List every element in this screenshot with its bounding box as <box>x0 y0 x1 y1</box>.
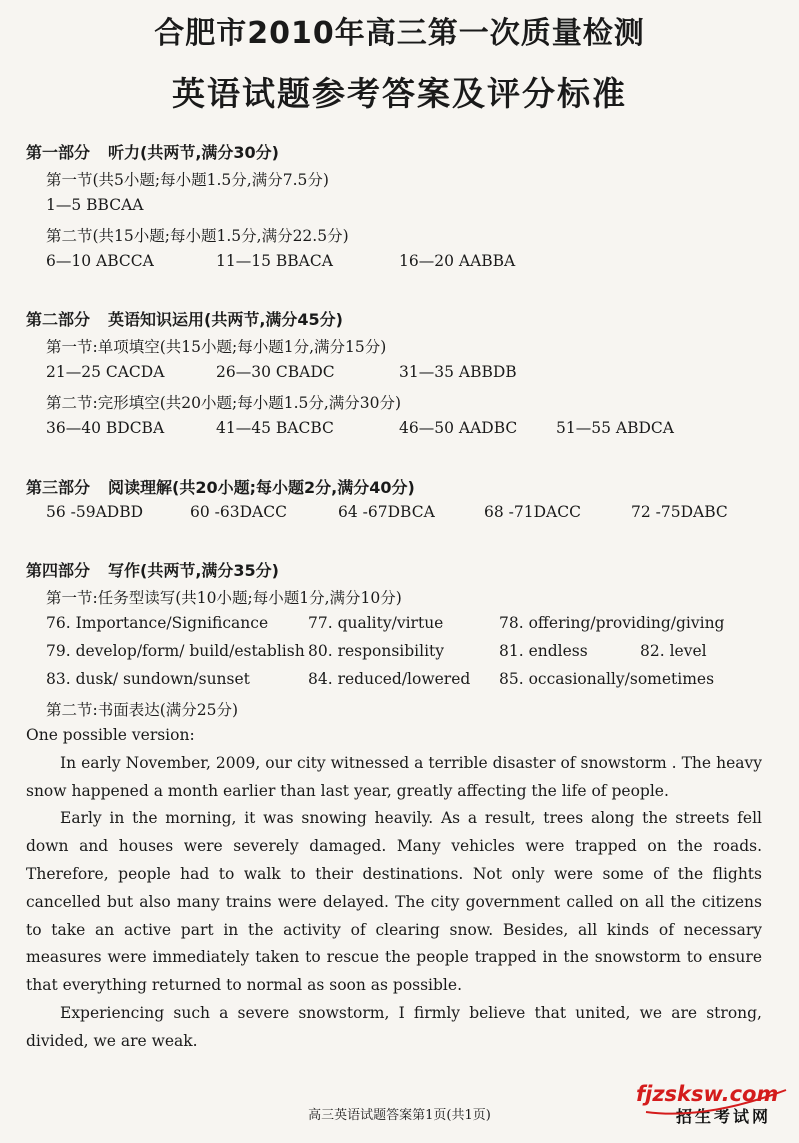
answer-group: 26—30 CBADC <box>216 363 335 381</box>
answer-item: 76. Importance/Significance <box>46 614 269 632</box>
part2-section1-heading: 第一节:单项填空(共15小题;每小题1分,满分15分) <box>46 338 387 356</box>
watermark-brand: fjzsksw <box>636 1082 722 1106</box>
essay-paragraph: Experiencing such a severe snowstorm, I firmly believe that united, we are strong, divided, we are weak. <box>26 1003 762 1050</box>
answer-item: 83. dusk/ sundown/sunset <box>46 670 250 688</box>
part4-section1-heading: 第一节:任务型读写(共10小题;每小题1分,满分10分) <box>46 589 402 607</box>
answer-group: 16—20 AABBA <box>399 252 516 270</box>
answer-item: 77. quality/virtue <box>308 614 444 632</box>
part3-label: 第三部分 <box>26 478 91 497</box>
part1-label: 第一部分 <box>26 143 91 162</box>
answer-item: 85. occasionally/sometimes <box>499 670 715 688</box>
answer-item: 78. offering/providing/giving <box>499 614 725 632</box>
watermark-domain: .com <box>721 1082 779 1106</box>
answer-group: 46—50 AADBC <box>399 419 518 437</box>
answer-item: 84. reduced/lowered <box>308 670 471 688</box>
version-label: One possible version: <box>26 726 195 744</box>
part3-name: 阅读理解(共20小题;每小题2分,满分40分) <box>108 478 415 497</box>
answer-group: 6—10 ABCCA <box>46 252 154 270</box>
part1-section2-heading: 第二节(共15小题;每小题1.5分,满分22.5分) <box>46 227 349 245</box>
document-subtitle: 英语试题参考答案及评分标准 <box>172 74 627 113</box>
part3-heading <box>26 475 415 498</box>
answer-group: 41—45 BACBC <box>216 419 334 437</box>
answer-group: 64 -67DBCA <box>338 503 435 521</box>
part2-label: 第二部分 <box>26 310 91 329</box>
part4-section2-heading: 第二节:书面表达(满分25分) <box>46 701 239 719</box>
answer-group: 60 -63DACC <box>190 503 287 521</box>
page-footer: 高三英语试题答案第1页(共1页) <box>308 1108 491 1123</box>
part2-heading <box>26 307 343 330</box>
answer-item: 81. endless <box>499 642 588 660</box>
part2-section2-heading: 第二节:完形填空(共20小题;每小题1.5分,满分30分) <box>46 394 402 412</box>
part4-label: 第四部分 <box>26 561 91 580</box>
part2-name: 英语知识运用(共两节,满分45分) <box>108 310 343 329</box>
part4-heading <box>26 558 279 581</box>
answer-group: 11—15 BBACA <box>216 252 333 270</box>
answer-group: 21—25 CACDA <box>46 363 165 381</box>
part1-heading <box>26 140 279 163</box>
answer-item: 80. responsibility <box>308 642 445 660</box>
part4-name: 写作(共两节,满分35分) <box>108 561 279 580</box>
answer-group: 56 -59ADBD <box>46 503 144 521</box>
part1-name: 听力(共两节,满分30分) <box>108 143 279 162</box>
answer-group: 51—55 ABDCA <box>556 419 674 437</box>
answer-item: 82. level <box>640 642 707 660</box>
answer-item: 79. develop/form/ build/establish <box>46 642 305 660</box>
watermark-tagline: 招生考试网 <box>676 1107 772 1126</box>
answer-group: 31—35 ABBDB <box>399 363 517 381</box>
essay-paragraph: In early November, 2009, our city witnessed a terrible disaster of snowstorm . The heavy snow happened a month earlier than last year, greatly affecting the life of people. <box>26 753 762 800</box>
essay-paragraph: Early in the morning, it was snowing heavily. As a result, trees along the streets fell down and houses were severely damaged. Many vehicles were trapped on the roads. Therefore, people had to walk to their destinations. Not only were some of the flights cancelled but also many trains were delayed. The city government called on all the citizens to take an active part in the activity of clearing snow. Besides, all kinds of necessary measures were immediately taken to rescue the people trapped in the snowstorm to ensure that everything returned to normal as soon as possible. <box>26 809 762 995</box>
answer-group: 72 -75DABC <box>631 503 728 521</box>
sample-essay <box>26 722 762 1056</box>
answer-group: 36—40 BDCBA <box>46 419 165 437</box>
answer-group: 68 -71DACC <box>484 503 581 521</box>
document-title: 合肥市2010年高三第一次质量检测 <box>154 16 645 51</box>
answer-group: 1—5 BBCAA <box>46 196 144 214</box>
part1-section1-heading: 第一节(共5小题;每小题1.5分,满分7.5分) <box>46 171 329 189</box>
watermark-logo <box>636 1082 796 1140</box>
